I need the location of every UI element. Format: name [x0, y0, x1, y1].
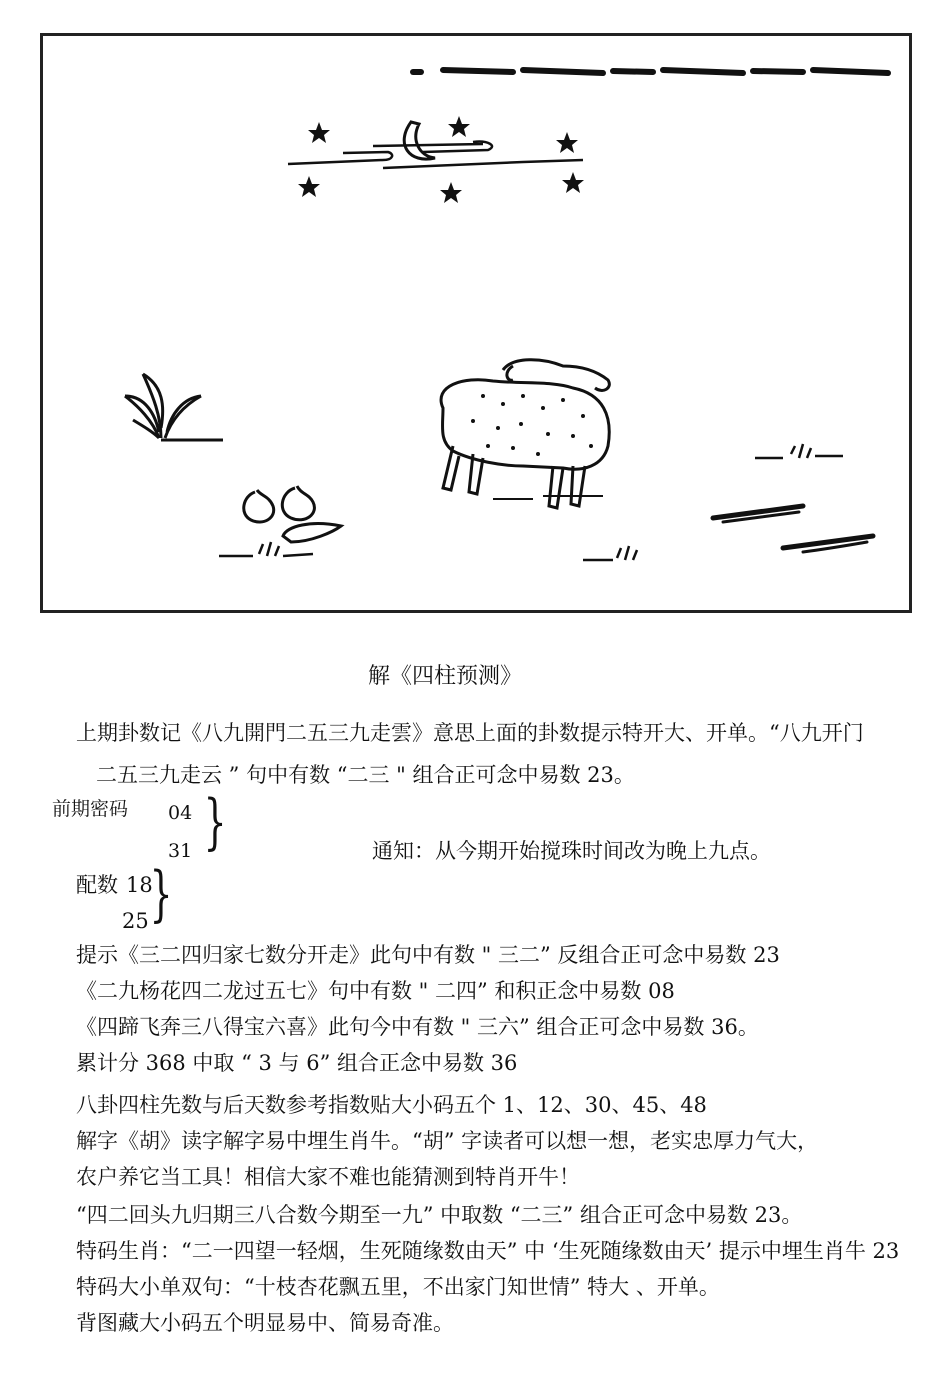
- pair-num-1: 18: [126, 873, 153, 897]
- pair-brace: }: [149, 859, 173, 929]
- prev-code-num-2: 31: [168, 840, 193, 862]
- sheep-wool-texture: [471, 394, 593, 456]
- crescent-moon-icon: [404, 122, 435, 159]
- hint-line-9: 特码生肖：“二一四望一轻烟，生死随缘数由天” 中 ‘生死随缘数由天’ 提示中埋生肖牛 23: [76, 1239, 900, 1263]
- prev-brace: }: [203, 787, 227, 857]
- page-title: 解《四柱预测》: [368, 664, 523, 689]
- sheep-icon: [441, 360, 609, 508]
- star-icon: [298, 116, 584, 203]
- hint-line-1: 提示《三二四归家七数分开走》此句中有数 " 三二” 反组合正可念中易数 23: [76, 943, 780, 967]
- plant-icon: [125, 374, 223, 440]
- hint-line-7: 农户养它当工具！相信大家不难也能猜测到特肖开牛！: [76, 1165, 580, 1189]
- hint-line-3: 《四蹄飞奔三八得宝六喜》此句今中有数 " 三六” 组合正可念中易数 36。: [76, 1015, 759, 1039]
- pear-icon: [244, 486, 315, 522]
- notice-text: 通知：从今期开始搅珠时间改为晚上九点。: [372, 839, 771, 863]
- illustration-frame: [40, 33, 912, 613]
- scribble-header: [413, 70, 888, 73]
- pair-num-2: 25: [122, 909, 149, 933]
- hint-line-10: 特码大小单双句：“十枝杏花飘五里，不出家门知世情” 特大 、开单。: [76, 1275, 720, 1299]
- hint-line-4: 累计分 368 中取 “ 3 与 6” 组合正念中易数 36: [76, 1051, 518, 1075]
- hint-line-6: 解字《胡》读字解字易中埋生肖牛。“胡” 字读者可以想一想，老实忠厚力气大，: [76, 1129, 819, 1153]
- intro-line-2: 二五三九走云 ” 句中有数 “二三 " 组合正可念中易数 23。: [96, 763, 635, 787]
- hint-line-5: 八卦四柱先数与后天数参考指数贴大小码五个 1、12、30、45、48: [76, 1093, 707, 1117]
- cloud-icon: [288, 142, 583, 168]
- pair-label: 配数: [76, 873, 118, 897]
- hint-line-8: “四二回头九归期三八合数今期至一九” 中取数 “二三” 组合正可念中易数 23。: [76, 1203, 803, 1227]
- carrot-icon: [283, 524, 341, 542]
- hint-line-2: 《二九杨花四二龙过五七》句中有数 " 二四” 和积正念中易数 08: [76, 979, 675, 1003]
- dark-grass-icon: [713, 506, 873, 552]
- hint-line-11: 背图藏大小码五个明显易中、简易奇准。: [76, 1311, 454, 1335]
- intro-line-1: 上期卦数记《八九開門二五三九走雲》意思上面的卦数提示特开大、开单。“八九开门: [76, 721, 864, 745]
- prev-code-num-1: 04: [168, 802, 193, 824]
- prev-code-label: 前期密码: [52, 798, 129, 820]
- illustration: [43, 36, 909, 610]
